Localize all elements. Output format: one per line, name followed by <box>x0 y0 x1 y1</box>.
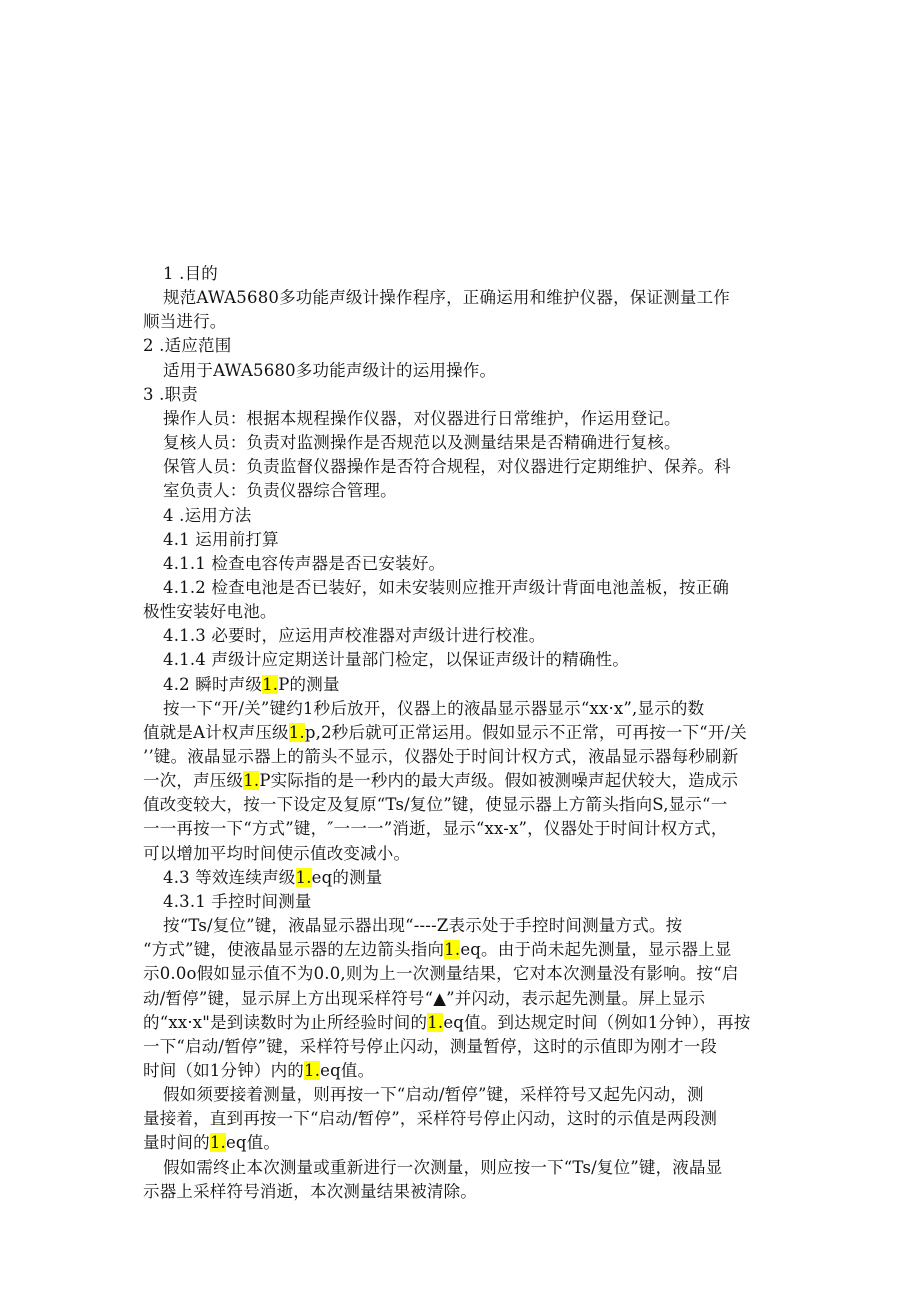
text-segment: 时间（如1分钟）内的 <box>143 1060 304 1080</box>
text-segment: 量接着，直到再按一下“启动/暂停”，采样符号停止闪动，这时的示值是两段测 <box>143 1109 718 1129</box>
text-line-p431d <box>143 988 803 1010</box>
text-segment: 规范AWA5680多功能声级计操作程序，正确运用和维护仪器，保证测量工作 <box>163 288 730 308</box>
highlighted-text: 1. <box>427 1012 444 1032</box>
text-segment: 按“Ts/复位”键，液晶显示器出现“----Z表示处于手控时间测量方式。按 <box>163 916 683 936</box>
text-line-p431g <box>143 1060 803 1082</box>
highlighted-text: 1. <box>209 1133 226 1153</box>
text-segment: 假如须要接着测量，则再按一下“启动/暂停”键，采样符号又起先闪动，测 <box>163 1085 704 1105</box>
text-segment: ’’键。液晶显示器上的箭头不显示，仪器处于时间计权方式，液晶显示器每秒刷新 <box>143 747 739 766</box>
text-segment: p,2秒后就可正常运用。假如显示不正常，可再按一下“开/关 <box>304 722 747 742</box>
highlighted-text: 1. <box>304 1060 321 1080</box>
text-line-p3b <box>163 432 823 454</box>
text-line-p42e <box>143 794 803 816</box>
text-line-p412b <box>143 601 803 623</box>
text-line-h42 <box>163 674 823 696</box>
text-segment: 保管人员：负责监督仪器操作是否符合规程，对仪器进行定期维护、保养。科 <box>163 457 731 477</box>
text-line-p431a <box>163 915 823 937</box>
text-segment: 示器上采样符号消逝，本次测量结果被清除。 <box>143 1181 477 1201</box>
text-line-p431e <box>143 1012 803 1034</box>
text-segment: 一次，声压级 <box>143 771 244 791</box>
text-segment: 复核人员：负责对监测操作是否规范以及测量结果是否精确进行复核。 <box>163 433 681 453</box>
text-segment: 4.1.2 检查电池是否已装好，如未安装则应推开声级计背面电池盖板，按正确 <box>163 577 730 597</box>
text-line-p431f <box>143 1036 803 1058</box>
text-segment: eq。由于尚未起先测量，显示器上显 <box>460 940 732 960</box>
text-line-p42g <box>143 843 803 865</box>
text-segment: 按一下“开/关”键约1秒后放开，仪器上的液晶显示器显示“xx·x”,显示的数 <box>163 698 705 718</box>
text-line-h4 <box>163 505 823 527</box>
text-line-p42c <box>143 746 803 768</box>
text-segment: 1 .目的 <box>163 264 218 283</box>
text-line-p3a <box>163 408 823 430</box>
text-line-p432b <box>143 1108 803 1130</box>
text-segment: 一下“启动/暂停”键，采样符号停止闪动，测量暂停，这时的示值即为刚才一段 <box>143 1036 718 1056</box>
text-segment: eq值。 <box>225 1133 281 1153</box>
text-segment: 4.1 运用前打算 <box>163 529 279 549</box>
text-line-p433b <box>143 1181 803 1203</box>
text-line-p432c <box>143 1132 803 1154</box>
text-line-p3d <box>163 480 823 502</box>
text-line-h1 <box>163 263 823 285</box>
text-line-p42a <box>163 698 823 720</box>
text-segment: 一一再按一下“方式”键，″一一一”消逝，显示“xx-x”，仪器处于时间计权方式， <box>143 819 728 839</box>
text-line-p433a <box>163 1157 823 1179</box>
text-line-p413 <box>163 625 823 647</box>
text-segment: 操作人员：根据本规程操作仪器，对仪器进行日常维护，作运用登记。 <box>163 408 681 428</box>
highlighted-text: 1. <box>288 722 305 742</box>
text-segment: 4 .运用方法 <box>163 505 252 525</box>
text-segment: 4.2 瞬时声级 <box>163 674 263 694</box>
text-line-p42b <box>143 722 803 744</box>
text-line-p431c <box>143 963 803 985</box>
text-line-p42f <box>143 818 803 840</box>
text-line-h41 <box>163 529 823 551</box>
text-segment: eq值。到达规定时间（例如1分钟），再按 <box>443 1012 751 1032</box>
text-segment: P的测量 <box>278 674 340 694</box>
text-segment: eq的测量 <box>311 867 383 887</box>
text-segment: 4.1.3 必要时，应运用声校准器对声级计进行校准。 <box>163 626 546 646</box>
text-segment: 示0.0o假如显示值不为0.0,则为上一次测量结果，它对本次测量没有影响。按“启 <box>143 964 739 984</box>
text-line-p411 <box>163 553 823 575</box>
text-segment: 假如需终止本次测量或重新进行一次测量，则应按一下“Ts/复位”键，液晶显 <box>163 1157 723 1177</box>
text-line-h3 <box>143 384 803 406</box>
text-segment: 可以增加平均时间使示值改变减小。 <box>143 843 411 863</box>
highlighted-text: 1. <box>262 674 279 694</box>
text-segment: 4.3.1 手控时间测量 <box>163 891 312 911</box>
highlighted-text: 1. <box>295 867 312 887</box>
text-segment: “方式”键，使液晶显示器的左边箭头指向 <box>143 940 445 960</box>
text-segment: 极性安装好电池。 <box>143 602 277 622</box>
text-line-p412a <box>163 577 823 599</box>
text-segment: 的“xx·x"是到读数时为止所经验时间的 <box>143 1012 428 1032</box>
text-segment: 动/暂停”键，显示屏上方出现采样符号“▲”并闪动，表示起先测量。屏上显示 <box>143 988 706 1008</box>
text-line-h431 <box>163 891 823 913</box>
text-segment: 值改变较大，按一下设定及复原“Ts/复位”键，使显示器上方箭头指向S,显示“一 <box>143 795 728 815</box>
text-line-p42d <box>143 770 803 792</box>
text-segment: 量时间的 <box>143 1133 210 1153</box>
text-line-h2 <box>143 335 803 357</box>
text-segment: 2 .适应范围 <box>143 336 232 356</box>
highlighted-text: 1. <box>243 771 260 791</box>
text-line-p431b <box>143 939 803 961</box>
highlighted-text: 1. <box>444 940 461 960</box>
text-segment: 室负责人：负责仪器综合管理。 <box>163 481 397 501</box>
text-line-p1a <box>163 287 823 309</box>
text-segment: 4.1.1 检查电容传声器是否已安装好。 <box>163 553 446 573</box>
text-segment: 顺当进行。 <box>143 312 227 332</box>
text-line-p3c <box>163 456 823 478</box>
text-segment: 4.1.4 声级计应定期送计量部门检定，以保证声级计的精确性。 <box>163 650 629 670</box>
text-line-p2 <box>163 360 823 382</box>
text-line-h43 <box>163 867 823 889</box>
text-segment: 适用于AWA5680多功能声级计的运用操作。 <box>163 360 497 380</box>
text-line-p1b <box>143 311 803 333</box>
text-segment: 3 .职责 <box>143 384 198 404</box>
text-segment: 4.3 等效连续声级 <box>163 867 296 887</box>
text-segment: 值就是A计权声压级 <box>143 722 289 742</box>
text-segment: eq值。 <box>320 1060 375 1080</box>
text-segment: P实际指的是一秒内的最大声级。假如被测噪声起伏较大，造成示 <box>259 771 739 791</box>
text-line-p414 <box>163 649 823 671</box>
text-line-p432a <box>163 1084 823 1106</box>
